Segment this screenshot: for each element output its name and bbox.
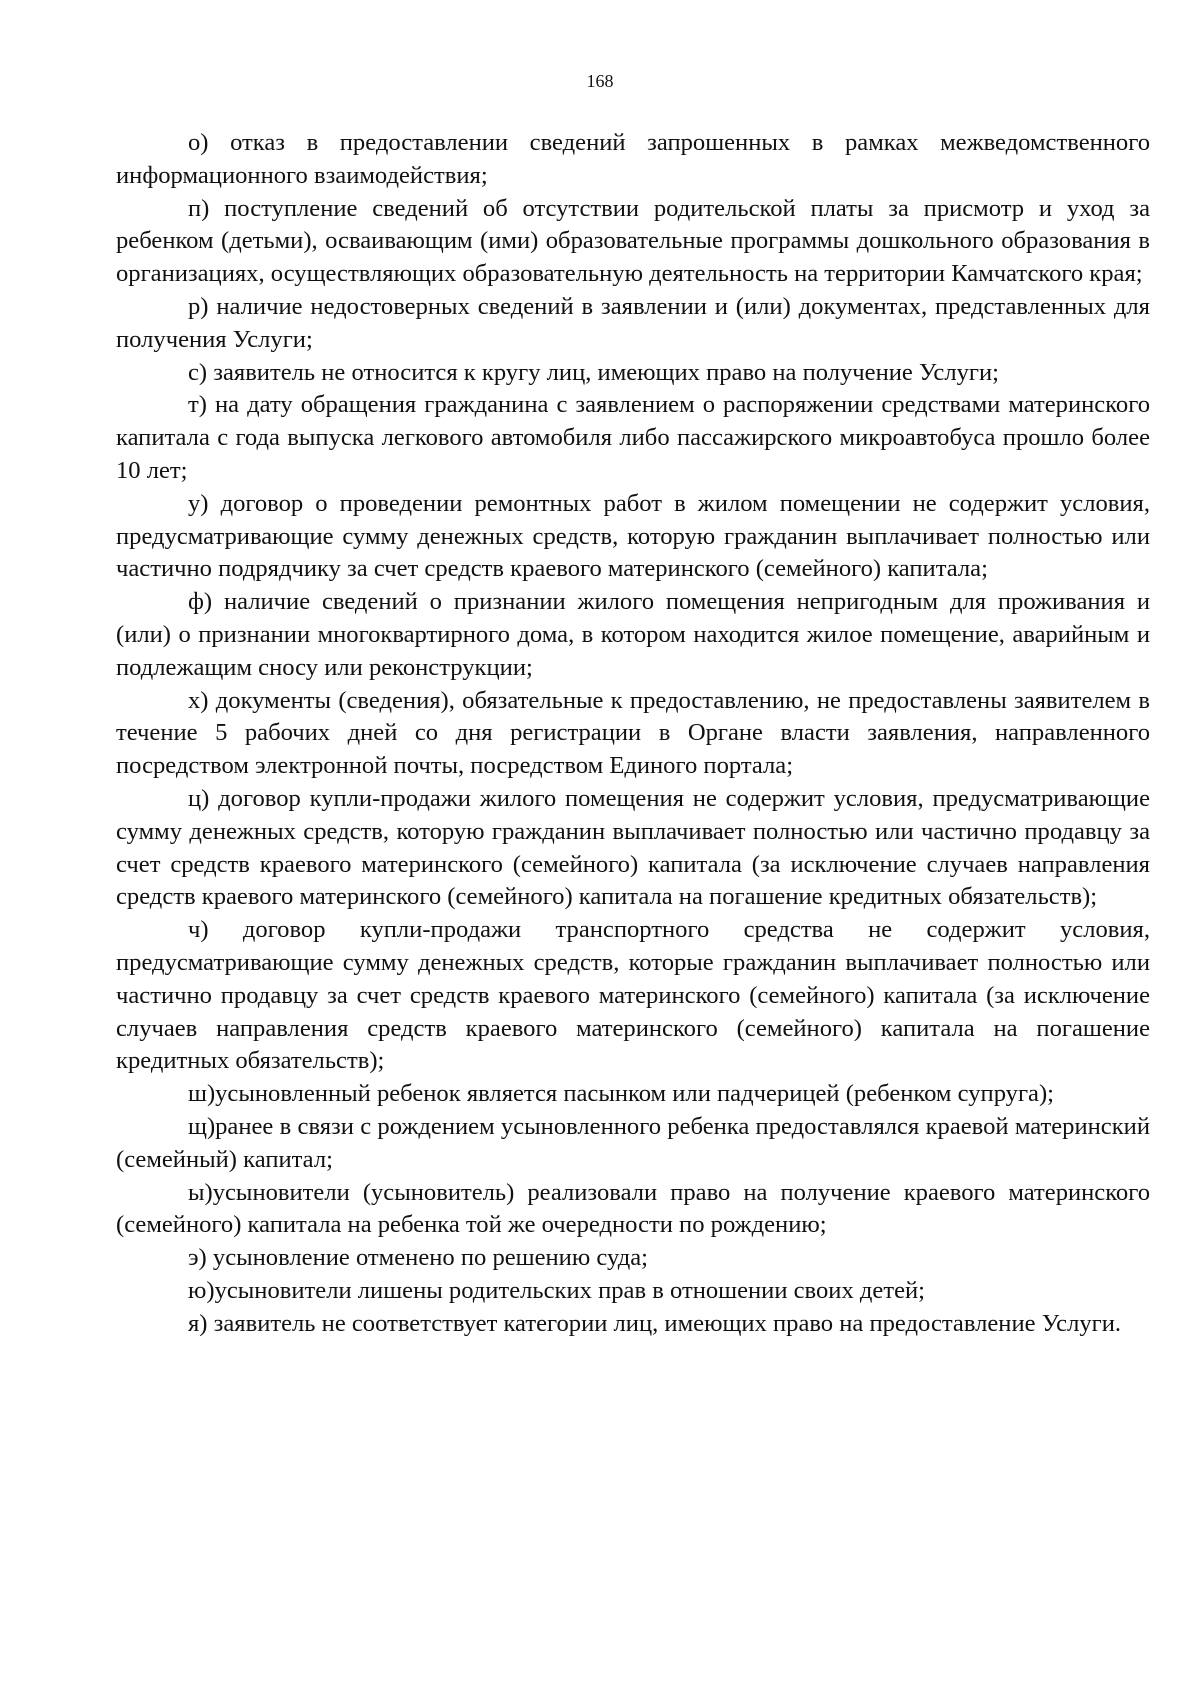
paragraph-ya: я) заявитель не соответствует категории лиц, имеющих право на предоставление Услуги. (188, 1309, 1122, 1337)
paragraph-sh: ш)усыновленный ребенок является пасынком или падчерицей (ребенком супруга); (188, 1080, 1054, 1108)
paragraph-y: ы)усыновители (усыновитель) реализовали право на получение краевого материнского (семейного) капитала на ребенка той же очередности по рождению; (116, 1178, 1150, 1239)
paragraph-ts: ц) договор купли-продажи жилого помещения не содержит условия, предусматривающие сумму денежных средств, которую гражданин выплачивает полностью или частично продавцу за счет средств краевого материнского (семейного) капитала (за исключение случаев направления средств краевого материнского (семейного) капитала на погашение кредитных обязательств); (116, 784, 1150, 911)
paragraph-s: с) заявитель не относится к кругу лиц, имеющих право на получение Услуги; (188, 358, 999, 386)
paragraph-o: о) отказ в предоставлении сведений запрошенных в рамках межведомственного информационного взаимодействия; (116, 129, 1150, 189)
document-body (116, 127, 1150, 1340)
paragraph-ch: ч) договор купли-продажи транспортного средства не содержит условия, предусматривающие сумму денежных средств, которые гражданин выплачивает полностью или частично продавцу за счет средств краевого материнского (семейного) капитала (за исключение случаев направления средств краевого материнского (семейного) капитала на погашение кредитных обязательств); (116, 916, 1150, 1075)
paragraph-e: э) усыновление отменено по решению суда; (188, 1244, 648, 1272)
paragraph-t: т) на дату обращения гражданина с заявлением о распоряжении средствами материнского капитала с года выпуска легкового автомобиля либо пассажирского микроавтобуса прошло более 10 лет; (116, 391, 1150, 484)
paragraph-r: р) наличие недостоверных сведений в заявлении и (или) документах, представленных для получения Услуги; (116, 292, 1150, 353)
paragraph-p: п) поступление сведений об отсутствии родительской платы за присмотр и уход за ребенком (детьми), осваивающим (ими) образовательные программы дошкольного образования в организациях, осуществляющих образовательную деятельность на территории Камчатского края; (116, 194, 1150, 288)
page-number: 168 (586, 71, 614, 91)
paragraph-yu: ю)усыновители лишены родительских прав в отношении своих детей; (188, 1276, 925, 1304)
paragraph-kh: х) документы (сведения), обязательные к предоставлению, не предоставлены заявителем в течение 5 рабочих дней со дня регистрации в Органе власти заявления, направленного посредством электронной почты, посредством Единого портала; (116, 686, 1150, 780)
paragraph-shch: щ)ранее в связи с рождением усыновленного ребенка предоставлялся краевой материнский (семейный) капитал; (116, 1112, 1150, 1173)
paragraph-u: у) договор о проведении ремонтных работ в жилом помещении не содержит условия, предусматривающие сумму денежных средств, которую гражданин выплачивает полностью или частично подрядчику за счет средств краевого материнского (семейного) капитала; (116, 489, 1150, 583)
paragraph-f: ф) наличие сведений о признании жилого помещения непригодным для проживания и (или) о признании многоквартирного дома, в котором находится жилое помещение, аварийным и подлежащим сносу или реконструкции; (116, 588, 1150, 681)
